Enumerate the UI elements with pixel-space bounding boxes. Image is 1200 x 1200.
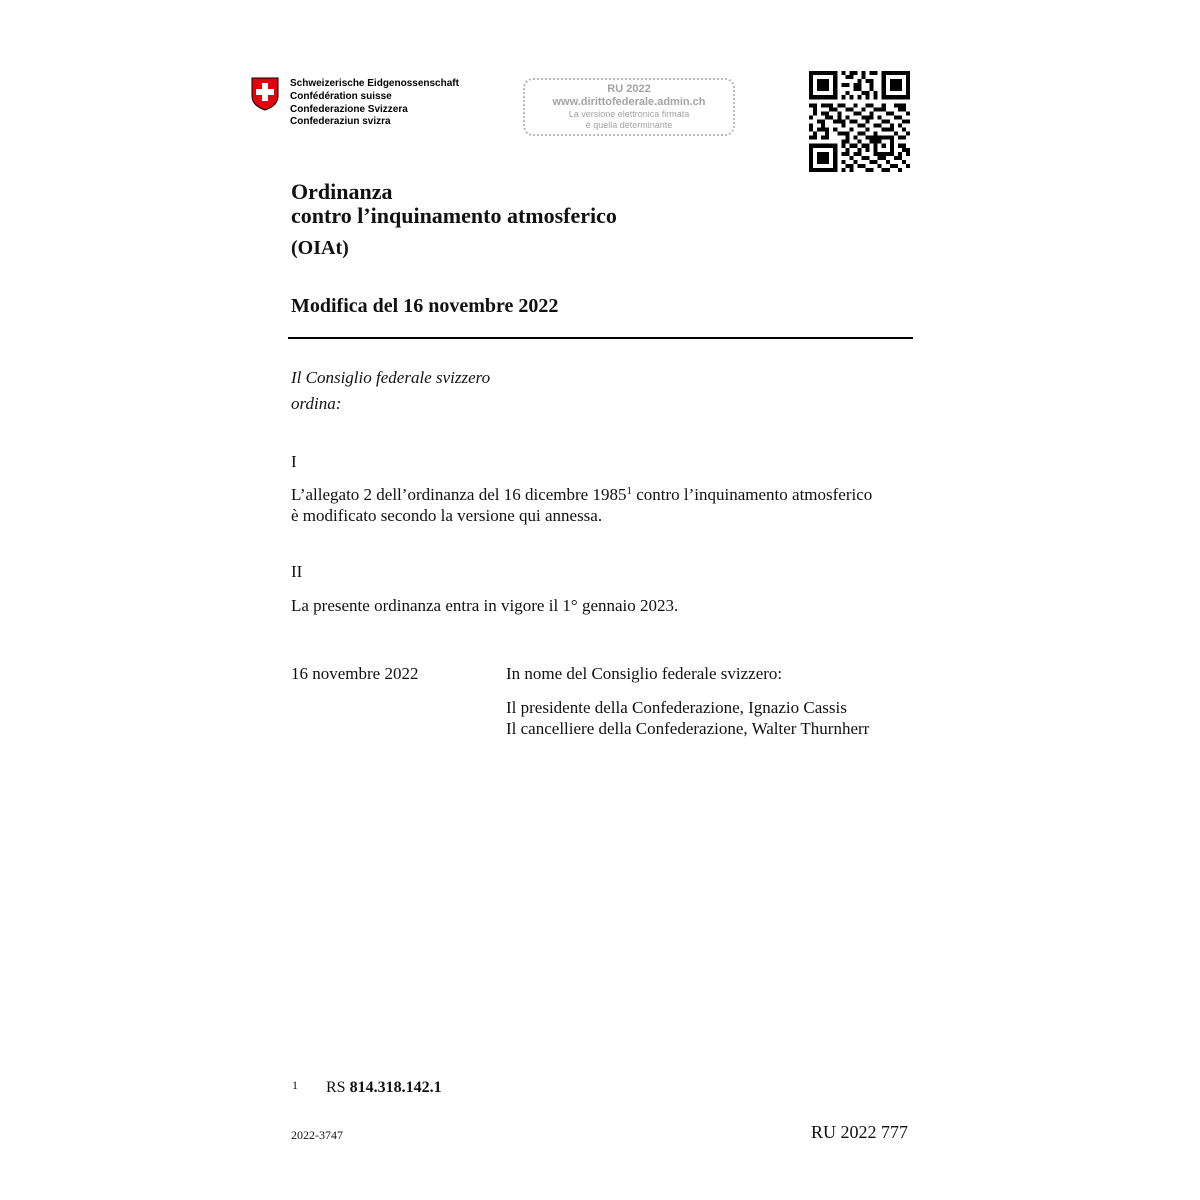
federation-name-it: Confederazione Svizzera <box>290 103 408 115</box>
footnote-reference[interactable]: 1 <box>626 485 632 497</box>
federation-name-rm: Confederaziun svizra <box>290 116 391 128</box>
section-number-2: II <box>291 562 303 581</box>
amendment-heading: Modifica del 16 novembre 2022 <box>291 295 559 317</box>
title-abbreviation: (OIAt) <box>291 237 349 259</box>
section-1-text-part-2: contro l’inquinamento atmosferico <box>631 485 873 504</box>
document-title <box>291 180 617 228</box>
stamp-url: www.dirittofederale.admin.ch <box>552 96 706 108</box>
title-divider <box>288 337 913 339</box>
official-reference: RU 2022 777 <box>811 1122 909 1142</box>
stamp-note-2: è quella determinante <box>585 120 673 130</box>
footnote-sr-number[interactable]: 814.318.142.1 <box>349 1079 442 1096</box>
section-number-1: I <box>291 452 297 471</box>
federation-name-de: Schweizerische Eidgenossenschaft <box>290 78 459 89</box>
preamble-line-2: ordina: <box>291 394 342 413</box>
signer-president: Il presidente della Confederazione, Ignazio Cassis <box>506 698 847 717</box>
footnote-prefix: RS <box>326 1079 346 1096</box>
signer-chancellor: Il cancelliere della Confederazione, Walter Thurnherr <box>506 719 870 738</box>
swiss-cross-icon <box>251 77 279 111</box>
preamble-line-1: Il Consiglio federale svizzero <box>291 368 491 387</box>
federation-names <box>290 78 459 129</box>
federation-name-fr: Confédération suisse <box>290 90 392 102</box>
footnote-number: 1 <box>292 1078 298 1092</box>
stamp-note-1: La versione elettronica firmata <box>568 109 690 119</box>
stamp-collection: RU 2022 <box>607 83 651 95</box>
qr-code-icon <box>809 71 910 172</box>
section-2-text: La presente ordinanza entra in vigore il 1° gennaio 2023. <box>291 596 679 615</box>
section-1-text-line-2: è modificato secondo la versione qui annessa. <box>291 506 603 525</box>
footnote-text <box>326 1078 442 1098</box>
signature-in-name: In nome del Consiglio federale svizzero: <box>506 664 783 683</box>
signature-date: 16 novembre 2022 <box>291 664 419 683</box>
signers <box>506 697 869 739</box>
preamble <box>291 365 490 417</box>
title-line-1: Ordinanza <box>291 179 393 204</box>
title-line-2: contro l’inquinamento atmosferico <box>291 203 617 228</box>
official-publication-stamp <box>523 78 735 136</box>
section-1-text <box>291 484 916 526</box>
section-1-text-part-1: L’allegato 2 dell’ordinanza del 16 dicembre 1985 <box>291 485 627 504</box>
document-number: 2022-3747 <box>291 1128 343 1142</box>
